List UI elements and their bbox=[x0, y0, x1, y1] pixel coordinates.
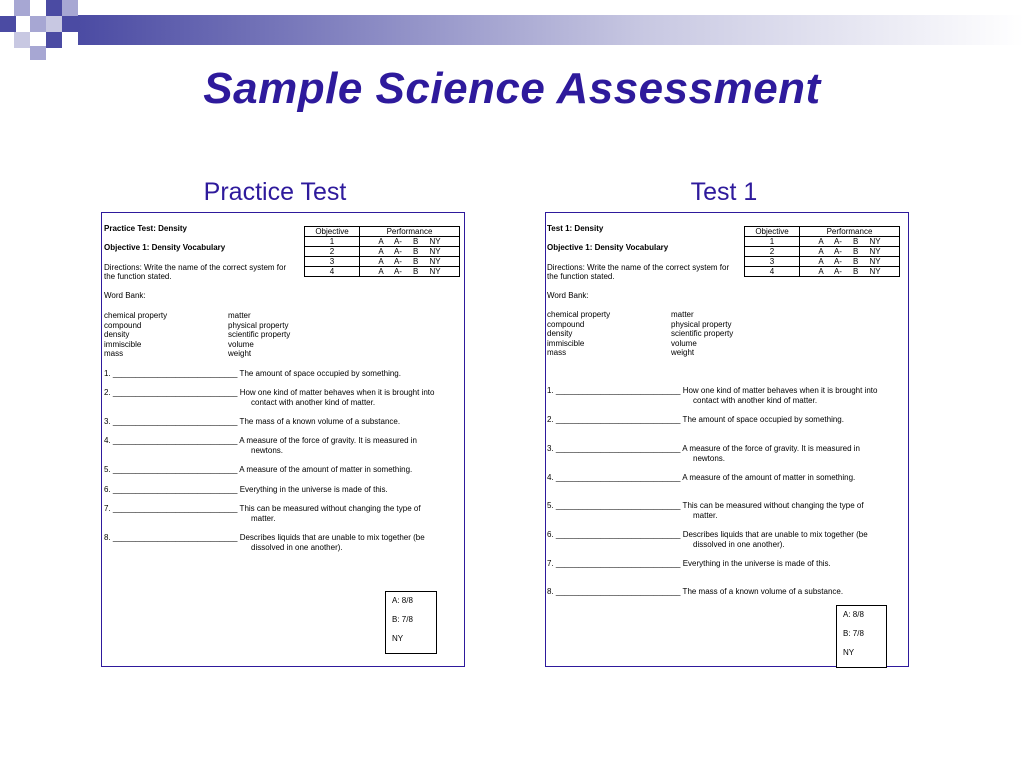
deco-square bbox=[14, 0, 30, 16]
word-bank-item: matter bbox=[671, 310, 694, 319]
word-bank-item: matter bbox=[228, 311, 251, 320]
word-bank-item: weight bbox=[671, 348, 695, 357]
question-5-cont: matter. bbox=[693, 511, 718, 520]
doc-title: Practice Test: Density bbox=[104, 224, 187, 233]
table-header: Performance bbox=[800, 227, 900, 237]
question-3: 3. ____________________________ A measure of the force of gravity. It is measured in bbox=[547, 444, 860, 453]
table-cell: A A- B NY bbox=[800, 267, 900, 277]
practice-test-document bbox=[101, 212, 465, 667]
table-cell: A A- B NY bbox=[360, 267, 460, 277]
table-cell: A A- B NY bbox=[360, 257, 460, 267]
deco-square bbox=[30, 46, 46, 60]
question-6: 6. ____________________________ Describes liquids that are unable to mix together (be bbox=[547, 530, 868, 539]
table-cell: 4 bbox=[745, 267, 800, 277]
word-bank-item: density bbox=[104, 330, 130, 339]
gradient-band bbox=[78, 15, 1024, 45]
directions-line-2: the function stated. bbox=[104, 272, 172, 281]
grade-a: A: 8/8 bbox=[392, 596, 413, 605]
test-1-document bbox=[545, 212, 909, 667]
table-header: Performance bbox=[360, 227, 460, 237]
grade-a: A: 8/8 bbox=[843, 610, 864, 619]
word-bank-item: physical property bbox=[228, 320, 289, 330]
grade-box bbox=[385, 591, 437, 654]
question-7: 7. ____________________________ Everything in the universe is made of this. bbox=[547, 559, 831, 568]
table-cell: 4 bbox=[305, 267, 360, 277]
grade-b: B: 7/8 bbox=[392, 615, 413, 624]
word-bank-item: mass bbox=[104, 349, 124, 358]
decorative-header bbox=[0, 0, 1024, 64]
question-3-cont: newtons. bbox=[693, 454, 726, 463]
question-2-cont: contact with another kind of matter. bbox=[251, 398, 376, 407]
question-8: 8. ____________________________ Describes liquids that are unable to mix together (be bbox=[104, 533, 425, 542]
word-bank-item: compound bbox=[547, 319, 585, 329]
objective-label: Objective 1: Density Vocabulary bbox=[104, 243, 226, 252]
table-cell: 2 bbox=[745, 247, 800, 257]
table-cell: 3 bbox=[745, 257, 800, 267]
word-bank-item: weight bbox=[228, 349, 252, 358]
deco-square bbox=[30, 16, 46, 32]
word-bank-item: immiscible bbox=[547, 338, 585, 348]
question-4: 4. ____________________________ A measure of the amount of matter in something. bbox=[547, 473, 856, 482]
word-bank-item: chemical property bbox=[104, 311, 168, 320]
word-bank-item: scientific property bbox=[671, 329, 734, 338]
deco-square bbox=[14, 32, 30, 48]
objective-label: Objective 1: Density Vocabulary bbox=[547, 243, 669, 252]
word-bank-item: chemical property bbox=[547, 310, 611, 319]
question-8: 8. ____________________________ The mass of a known volume of a substance. bbox=[547, 587, 844, 596]
question-4-cont: newtons. bbox=[251, 446, 284, 455]
word-bank-item: physical property bbox=[671, 319, 732, 329]
word-bank-label: Word Bank: bbox=[104, 291, 146, 300]
question-6: 6. ____________________________ Everything in the universe is made of this. bbox=[104, 485, 388, 494]
question-3: 3. ____________________________ The mass of a known volume of a substance. bbox=[104, 417, 401, 426]
word-bank-item: volume bbox=[228, 339, 254, 349]
table-cell: 2 bbox=[305, 247, 360, 257]
table-cell: A A- B NY bbox=[360, 237, 460, 247]
test-1-heading: Test 1 bbox=[690, 178, 758, 206]
word-bank-item: mass bbox=[547, 348, 567, 357]
question-1: 1. ____________________________ The amount of space occupied by something. bbox=[104, 369, 401, 378]
deco-square bbox=[46, 16, 62, 32]
table-cell: 1 bbox=[745, 237, 800, 247]
table-header: Objective bbox=[305, 227, 360, 237]
directions-line-1: Directions: Write the name of the correct system for bbox=[547, 263, 730, 272]
table-cell: A A- B NY bbox=[800, 247, 900, 257]
deco-square bbox=[62, 16, 78, 32]
question-2: 2. ____________________________ The amount of space occupied by something. bbox=[547, 415, 844, 424]
slide-title: Sample Science Assessment bbox=[203, 64, 821, 113]
word-bank-item: immiscible bbox=[104, 339, 142, 349]
question-7-cont: matter. bbox=[251, 514, 276, 523]
question-5: 5. ____________________________ This can be measured without changing the type of bbox=[547, 501, 864, 510]
table-header: Objective bbox=[745, 227, 800, 237]
grade-box bbox=[836, 605, 887, 668]
word-bank-item: compound bbox=[104, 320, 142, 330]
table-cell: 1 bbox=[305, 237, 360, 247]
question-1-cont: contact with another kind of matter. bbox=[693, 396, 818, 405]
directions-line-2: the function stated. bbox=[547, 272, 615, 281]
word-bank-label: Word Bank: bbox=[547, 291, 589, 300]
word-bank-item: density bbox=[547, 329, 573, 338]
word-bank-item: volume bbox=[671, 338, 697, 348]
performance-table bbox=[304, 226, 460, 277]
grade-b: B: 7/8 bbox=[843, 629, 864, 638]
question-5: 5. ____________________________ A measure of the amount of matter in something. bbox=[104, 465, 413, 474]
grade-ny: NY bbox=[843, 648, 855, 657]
table-cell: A A- B NY bbox=[360, 247, 460, 257]
table-cell: A A- B NY bbox=[800, 257, 900, 267]
directions-line-1: Directions: Write the name of the correct system for bbox=[104, 263, 287, 272]
question-4: 4. ____________________________ A measure of the force of gravity. It is measured in bbox=[104, 436, 417, 445]
deco-square bbox=[0, 16, 16, 32]
question-8-cont: dissolved in one another). bbox=[251, 543, 343, 552]
table-cell: A A- B NY bbox=[800, 237, 900, 247]
question-1: 1. ____________________________ How one kind of matter behaves when it is brought into bbox=[547, 386, 878, 395]
table-cell: 3 bbox=[305, 257, 360, 267]
doc-title: Test 1: Density bbox=[547, 224, 604, 233]
question-7: 7. ____________________________ This can be measured without changing the type of bbox=[104, 504, 421, 513]
performance-table bbox=[744, 226, 900, 277]
word-bank-item: scientific property bbox=[228, 330, 291, 339]
grade-ny: NY bbox=[392, 634, 404, 643]
deco-square bbox=[62, 0, 78, 16]
question-6-cont: dissolved in one another). bbox=[693, 540, 785, 549]
question-2: 2. ____________________________ How one kind of matter behaves when it is brought into bbox=[104, 388, 435, 397]
practice-test-heading: Practice Test bbox=[203, 178, 347, 206]
deco-square bbox=[46, 0, 62, 16]
deco-square bbox=[46, 32, 62, 48]
